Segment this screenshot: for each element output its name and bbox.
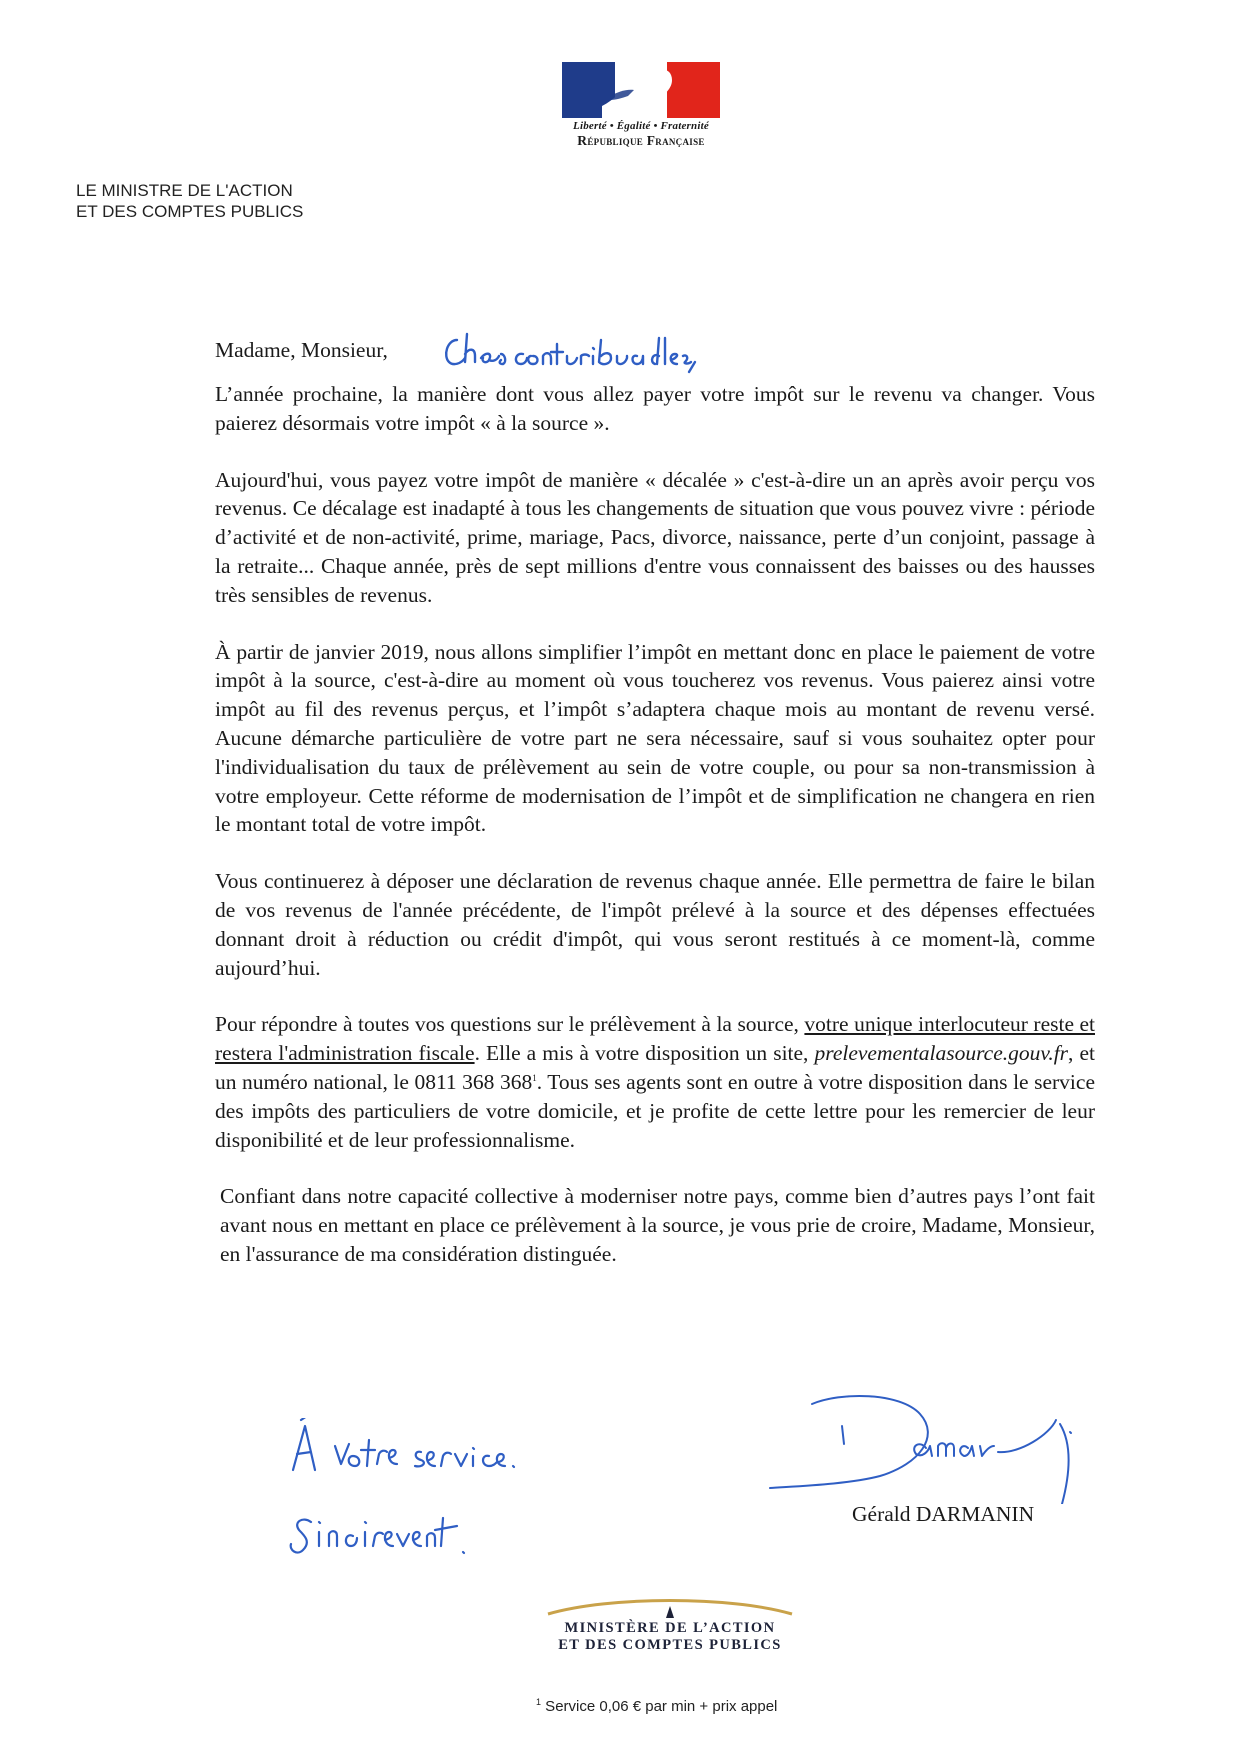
salutation-row <box>215 336 1095 380</box>
underlined-text: votre unique interlocuteur reste et restera l'administration fiscale <box>215 1012 1095 1066</box>
ministry-arc-icon <box>530 1594 810 1620</box>
republic-name: République Française <box>577 133 705 148</box>
paragraph-text: . Elle a mis à votre disposition un site, <box>474 1041 815 1066</box>
marianne-flag-icon <box>562 62 720 118</box>
paragraph-text: . Tous ses agents sont en outre à votre disposition dans le service des impôts des particuliers de votre domicile, et je profite de cette lettre pour les remercier de leur disponibilité et de leur professionnalisme. <box>215 1069 1095 1152</box>
footnote-marker: 1 <box>536 1697 542 1707</box>
letter-body <box>215 336 1095 1297</box>
website-link[interactable]: prelevementalasource.gouv.fr <box>814 1041 1069 1066</box>
republic-motto: Liberté • Égalité • Fraternité <box>573 120 709 132</box>
paragraph: Aujourd'hui, vous payez votre impôt de manière « décalée » c'est-à-dire un an après avoir perçu vos revenus. Ce décalage est inadapté à tous les changements de situation que vous pouvez vivre : période d’activité et de non-activité, prime, mariage, Pacs, divorce, naissance, perte d’un conjoint, passage à la retraite... Chaque année, près de sept millions d'entre vous connaissent des baisses ou des hausses très sensibles de revenus. <box>215 467 1095 607</box>
ministry-name-line: ET DES COMPTES PUBLICS <box>558 1637 782 1653</box>
sender-line: ET DES COMPTES PUBLICS <box>76 202 304 221</box>
republique-francaise-logo <box>562 62 722 149</box>
handwritten-signature <box>760 1384 1100 1504</box>
signatory-name: Gérald DARMANIN <box>852 1502 1035 1526</box>
paragraph: À partir de janvier 2019, nous allons simplifier l’impôt en mettant donc en place le paiement de votre impôt à la source, c'est-à-dire au moment où vous toucherez vos revenus. Vous paierez ainsi votre impôt au fil des revenus perçus, et l’impôt s’adaptera chaque mois au montant de revenu versé. Aucune démarche particulière de votre part ne sera nécessaire, sauf si vous souhaitez opter pour l'individualisation du taux de prélèvement au sein de votre couple, ou pour sa non-transmission à votre employeur. Cette réforme de modernisation de l’impôt et de simplification ne changera en rien le montant total de votre impôt. <box>215 639 1095 837</box>
sender-block <box>76 180 303 222</box>
footnote-text: Service 0,06 € par min + prix appel <box>541 1698 778 1715</box>
handwritten-note <box>285 1418 645 1578</box>
footnote-marker: 1 <box>532 1072 537 1083</box>
salutation: Madame, Monsieur, <box>215 338 388 362</box>
ministry-name-line: MINISTÈRE DE L’ACTION <box>564 1620 776 1636</box>
ministry-name <box>530 1620 810 1654</box>
closing-paragraph: Confiant dans notre capacité collective à moderniser notre pays, comme bien d’autres pays l’ont fait avant nous en mettant en place ce prélèvement à la source, je vous prie de croire, Madame, Monsieur, en l'assurance de ma considération distinguée. <box>220 1184 1095 1266</box>
paragraph <box>215 1010 1095 1154</box>
phone-number-text: , et un numéro national, le 0811 368 368 <box>215 1041 1095 1094</box>
paragraph-text: Pour répondre à toutes vos questions sur le prélèvement à la source, <box>215 1012 805 1037</box>
paragraph: L’année prochaine, la manière dont vous allez payer votre impôt sur le revenu va changer. Vous paierez désormais votre impôt « à la source ». <box>215 382 1095 435</box>
signature-block <box>760 1384 1100 1534</box>
footnote <box>536 1698 777 1715</box>
sender-line: LE MINISTRE DE L'ACTION <box>76 181 293 200</box>
handwritten-greeting <box>437 322 697 374</box>
paragraph: Vous continuerez à déposer une déclaration de revenus chaque année. Elle permettra de faire le bilan de vos revenus de l'année précédente, de l'impôt prélevé à la source et des dépenses effectuées donnant droit à réduction ou crédit d'impôt, qui vous seront restitués à ce moment-là, comme aujourd’hui. <box>215 869 1095 980</box>
ministry-footer <box>530 1594 810 1654</box>
